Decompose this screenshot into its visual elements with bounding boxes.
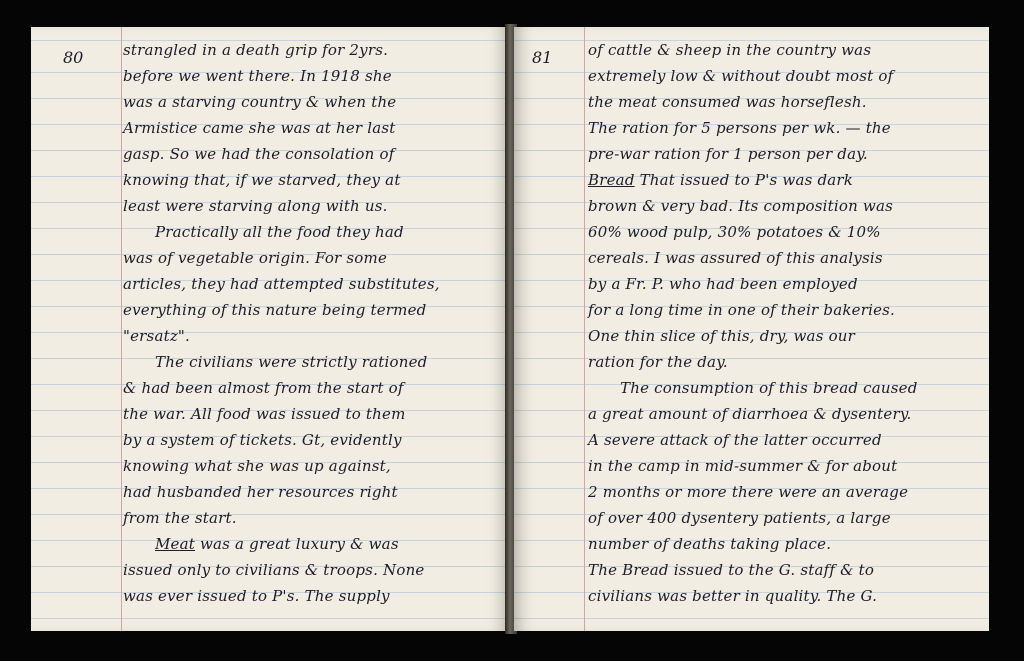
text-line: knowing what she was up against, — [123, 457, 391, 475]
text-line: gasp. So we had the consolation of — [123, 145, 395, 163]
text-line: A severe attack of the latter occurred — [588, 431, 882, 449]
text-line: for a long time in one of their bakeries. — [588, 301, 896, 319]
text-line: extremely low & without doubt most of — [588, 67, 894, 85]
text-line: & had been almost from the start of — [123, 379, 404, 397]
text-line: pre-war ration for 1 person per day. — [588, 145, 868, 163]
text-line: cereals. I was assured of this analysis — [588, 249, 883, 267]
text-line: 60% wood pulp, 30% potatoes & 10% — [588, 223, 881, 241]
text-line: One thin slice of this, dry, was our — [588, 327, 856, 345]
text-line: had husbanded her resources right — [123, 483, 398, 501]
text-line: of cattle & sheep in the country was — [588, 41, 872, 59]
bread-line-rest: That issued to P's was dark — [634, 171, 854, 189]
margin-rule — [584, 27, 585, 631]
text-line: was of vegetable origin. For some — [123, 249, 388, 267]
text-line: 2 months or more there were an average — [588, 483, 909, 501]
text-line: The ration for 5 persons per wk. — the — [588, 119, 891, 137]
text-line: number of deaths taking place. — [588, 535, 832, 553]
page-number: 80 — [63, 48, 84, 67]
text-line-bread — [588, 167, 988, 193]
text-line: strangled in a death grip for 2yrs. — [123, 41, 389, 59]
text-line: from the start. — [123, 509, 237, 527]
text-line: the meat consumed was horseflesh. — [588, 93, 867, 111]
meat-heading: Meat — [155, 535, 196, 553]
text-line: of over 400 dysentery patients, a large — [588, 509, 891, 527]
text-line: The civilians were strictly rationed — [155, 353, 428, 371]
text-line: by a Fr. P. who had been employed — [588, 275, 858, 293]
text-line: knowing that, if we starved, they at — [123, 171, 401, 189]
text-line: brown & very bad. Its composition was — [588, 197, 894, 215]
text-line: civilians was better in quality. The G. — [588, 587, 878, 605]
text-line: Practically all the food they had — [155, 223, 404, 241]
text-line: The Bread issued to the G. staff & to — [588, 561, 875, 579]
text-line: everything of this nature being termed — [123, 301, 427, 319]
text-line: a great amount of diarrhoea & dysentery. — [588, 405, 912, 423]
page-number: 81 — [532, 48, 553, 67]
text-line: "ersatz". — [123, 327, 190, 345]
text-line: the war. All food was issued to them — [123, 405, 406, 423]
handwritten-text — [123, 37, 508, 609]
left-page — [31, 27, 508, 631]
text-line: ration for the day. — [588, 353, 728, 371]
text-line: issued only to civilians & troops. None — [123, 561, 425, 579]
text-line: was ever issued to P's. The supply — [123, 587, 390, 605]
margin-rule — [121, 27, 122, 631]
text-line: was a starving country & when the — [123, 93, 397, 111]
text-line-meat — [123, 531, 508, 557]
text-line: articles, they had attempted substitutes, — [123, 275, 440, 293]
text-line: Armistice came she was at her last — [123, 119, 396, 137]
text-line: before we went there. In 1918 she — [123, 67, 392, 85]
text-line: The consumption of this bread caused — [620, 379, 918, 397]
text-line: by a system of tickets. Gt, evidently — [123, 431, 402, 449]
meat-line-rest: was a great luxury & was — [195, 535, 399, 553]
bread-heading: Bread — [588, 171, 635, 189]
text-line: in the camp in mid-summer & for about — [588, 457, 898, 475]
text-line: least were starving along with us. — [123, 197, 388, 215]
right-page — [514, 27, 989, 631]
handwritten-text — [588, 37, 988, 609]
